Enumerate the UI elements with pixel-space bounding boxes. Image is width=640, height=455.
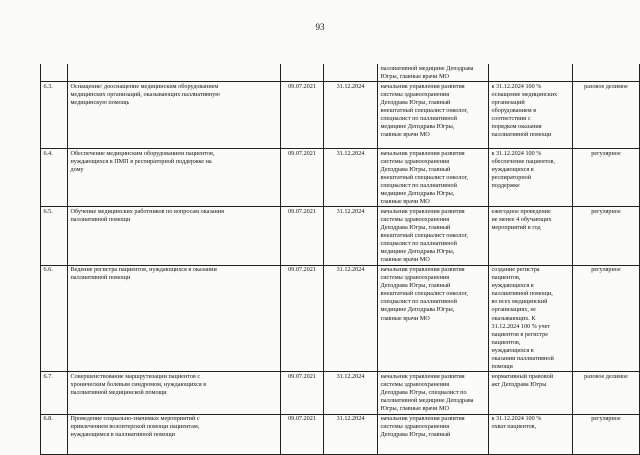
activities-table — [40, 64, 640, 455]
cell-num — [41, 64, 68, 82]
table-row — [41, 372, 640, 414]
cell-result: создание регистра пациентов, нуждающихся в паллиативной помощи, во всех медицинский организациях, ее оказывающих. К 31.12.2024 100 % учет пациентов в регистре пациентов, нуждающихся в оказании паллиативной помощи — [489, 265, 573, 372]
cell-num: 6.7. — [41, 372, 68, 414]
cell-result: к 31.12.2024 100 % оснащение медицинских организаций оборудованием в соответствии с порядком оказания паллиативной помощи — [489, 82, 573, 149]
cell-responsible: начальник управления развития системы здравоохранения Депздрава Югры, главный внештатный специалист онколог, специалист по паллиативной медицине Депздрава Югры, главные врачи МО — [378, 265, 489, 372]
table-row — [41, 414, 640, 454]
cell-end: 31.12.2024 — [324, 265, 378, 372]
cell-result: нормативный правовой акт Депздрава Югры — [489, 372, 573, 414]
cell-activity — [68, 64, 281, 82]
cell-type: регулярное — [573, 265, 640, 372]
table-row-continuation — [41, 64, 640, 82]
cell-result: ежегодное проведение не менее 4 обучающих мероприятий в год — [489, 207, 573, 265]
cell-start: 09.07.2021 — [281, 82, 324, 149]
cell-end: 31.12.2024 — [324, 414, 378, 454]
cell-end: 31.12.2024 — [324, 82, 378, 149]
cell-responsible: начальник управления развития системы здравоохранения Депздрава Югры, главный внештатный специалист онколог, специалист по паллиативной медицине Депздрава Югры, главные врачи МО — [378, 207, 489, 265]
cell-start: 09.07.2021 — [281, 372, 324, 414]
table-row — [41, 82, 640, 149]
cell-activity: Ведение регистра пациентов, нуждающихся в оказании паллиативной помощи — [68, 265, 281, 372]
cell-activity: Совершенствование маршрутизации пациентов с хроническим болевым синдромом, нуждающихся в паллиативной медицинской помощи — [68, 372, 281, 414]
cell-result: к 31.12.2024 100 % обеспечение пациентов, нуждающихся в респираторной поддержке — [489, 149, 573, 207]
cell-activity: Оснащение/ дооснащение медицинским оборудованием медицинских организаций, оказывающих паллиативную медицинскую помощь — [68, 82, 281, 149]
cell-type: регулярное — [573, 149, 640, 207]
cell-responsible: начальник управления развития системы здравоохранения Депздрава Югры, главный внештатный специалист онколог, специалист по паллиативной медицине Депздрава Югры, главные врачи МО — [378, 82, 489, 149]
table-row — [41, 149, 640, 207]
cell-responsible: начальник управления развития системы здравоохранения Депздрава Югры, главный — [378, 414, 489, 454]
cell-start: 09.07.2021 — [281, 207, 324, 265]
cell-start — [281, 64, 324, 82]
cell-responsible: начальник управления развития системы здравоохранения Депздрава Югры, специалист по паллиативной медицине Депздрава Югры, главные врачи МО — [378, 372, 489, 414]
cell-activity: Обеспечение медицинским оборудованием пациентов, нуждающихся в ПМП в респираторной поддержке на дому — [68, 149, 281, 207]
cell-type: разовое делимое — [573, 372, 640, 414]
cell-responsible: паллиативной медицине Депздрава Югры, главные врачи МО — [378, 64, 489, 82]
cell-num: 6.6. — [41, 265, 68, 372]
cell-activity: Обучение медицинских работников по вопросам оказания паллиативной помощи — [68, 207, 281, 265]
cell-type: регулярное — [573, 207, 640, 265]
page-number: 93 — [315, 22, 325, 32]
cell-type — [573, 64, 640, 82]
cell-end: 31.12.2024 — [324, 372, 378, 414]
cell-result — [489, 64, 573, 82]
table-row — [41, 265, 640, 372]
cell-start: 09.07.2021 — [281, 414, 324, 454]
cell-num: 6.5. — [41, 207, 68, 265]
cell-result: к 31.12.2024 100 % охват пациентов, — [489, 414, 573, 454]
cell-end — [324, 64, 378, 82]
cell-start: 09.07.2021 — [281, 149, 324, 207]
cell-end: 31.12.2024 — [324, 207, 378, 265]
cell-num: 6.3. — [41, 82, 68, 149]
cell-end: 31.12.2024 — [324, 149, 378, 207]
cell-num: 6.4. — [41, 149, 68, 207]
cell-responsible: начальник управления развития системы здравоохранения Депздрава Югры, главный внештатный специалист онколог, специалист по паллиативной медицине Депздрава Югры, главные врачи МО — [378, 149, 489, 207]
cell-activity: Проведение социально-значимых мероприятий с привлечением волонтерской помощи пациентам, нуждающимся в паллиативной помощи — [68, 414, 281, 454]
cell-type: регулярное — [573, 414, 640, 454]
cell-num: 6.8. — [41, 414, 68, 454]
cell-type: разовое делимое — [573, 82, 640, 149]
table-row — [41, 207, 640, 265]
cell-start: 09.07.2021 — [281, 265, 324, 372]
